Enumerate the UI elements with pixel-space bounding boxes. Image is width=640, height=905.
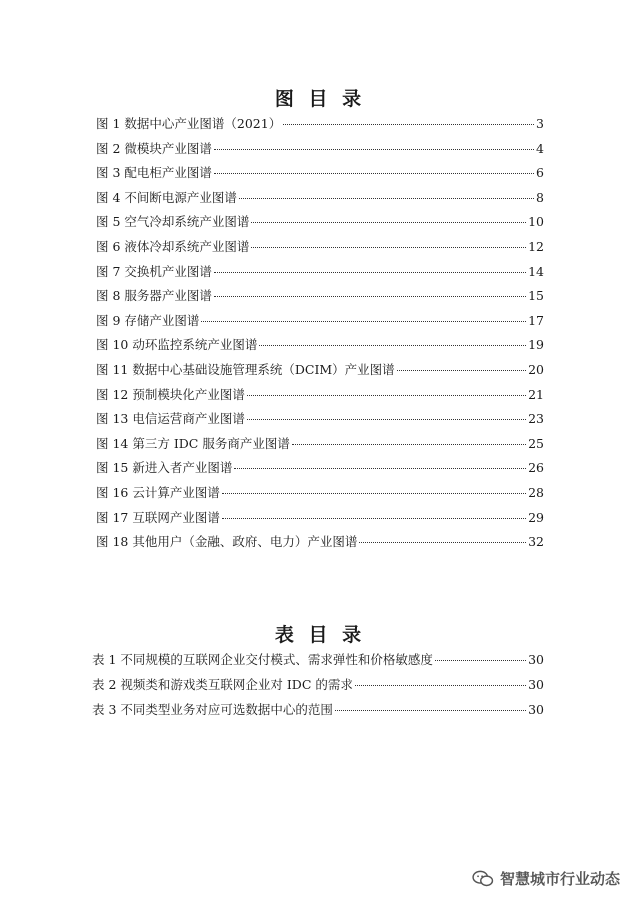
table-entry[interactable] — [92, 700, 544, 725]
dot-leader — [359, 541, 526, 543]
figure-label: 图 7 交换机产业图谱 — [96, 263, 212, 279]
figure-label: 图 17 互联网产业图谱 — [96, 509, 220, 525]
table-label: 表 1 不同规模的互联网企业交付模式、需求弹性和价格敏感度 — [92, 652, 433, 667]
figure-page-number: 12 — [528, 238, 544, 254]
figure-page-number: 32 — [528, 534, 544, 550]
figure-entry[interactable] — [96, 188, 544, 213]
figure-label: 图 2 微模块产业图谱 — [96, 140, 212, 156]
dot-leader — [239, 197, 534, 199]
dot-leader — [222, 517, 526, 519]
figure-entry[interactable] — [96, 114, 544, 139]
table-page-number: 30 — [528, 702, 544, 717]
figure-page-number: 19 — [528, 337, 544, 353]
figure-label: 图 18 其他用户（金融、政府、电力）产业图谱 — [96, 534, 358, 550]
dot-leader — [201, 320, 526, 322]
figure-entry[interactable] — [96, 483, 544, 508]
figure-page-number: 23 — [528, 411, 544, 427]
figure-page-number: 15 — [528, 288, 544, 304]
dot-leader — [214, 271, 526, 273]
dot-leader — [435, 659, 526, 661]
dot-leader — [251, 221, 526, 223]
figure-page-number: 8 — [536, 189, 544, 205]
dot-leader — [247, 394, 526, 396]
dot-leader — [222, 492, 526, 494]
figure-label: 图 3 配电柜产业图谱 — [96, 165, 212, 181]
dot-leader — [251, 246, 526, 248]
figure-list — [96, 114, 544, 557]
figure-page-number: 4 — [536, 140, 544, 156]
figure-label: 图 11 数据中心基础设施管理系统（DCIM）产业图谱 — [96, 361, 395, 377]
figure-label: 图 10 动环监控系统产业图谱 — [96, 337, 258, 353]
figure-page-number: 3 — [536, 116, 544, 131]
dot-leader — [259, 344, 526, 346]
wechat-icon — [472, 870, 494, 888]
figure-page-number: 26 — [528, 460, 544, 476]
figure-page-number: 14 — [528, 263, 544, 279]
figure-entry[interactable] — [96, 262, 544, 287]
dot-leader — [292, 443, 526, 445]
figure-page-number: 6 — [536, 165, 544, 181]
dot-leader — [214, 148, 534, 150]
table-label: 表 3 不同类型业务对应可选数据中心的范围 — [92, 702, 333, 717]
figure-label: 图 6 液体冷却系统产业图谱 — [96, 238, 250, 254]
figure-entry[interactable] — [96, 458, 544, 483]
dot-leader — [214, 295, 526, 297]
dot-leader — [283, 123, 534, 125]
figure-entry[interactable] — [96, 434, 544, 459]
dot-leader — [397, 369, 526, 371]
figure-entry[interactable] — [96, 532, 544, 557]
figure-page-number: 21 — [528, 386, 544, 402]
table-page-number: 30 — [528, 677, 544, 692]
dot-leader — [355, 684, 526, 686]
table-label: 表 2 视频类和游戏类互联网企业对 IDC 的需求 — [92, 677, 353, 692]
figure-label: 图 15 新进入者产业图谱 — [96, 460, 233, 476]
dot-leader — [214, 172, 534, 174]
figure-page-number: 29 — [528, 509, 544, 525]
figure-entry[interactable] — [96, 508, 544, 533]
figure-label: 图 4 不间断电源产业图谱 — [96, 189, 237, 205]
figure-entry[interactable] — [96, 163, 544, 188]
dot-leader — [247, 418, 526, 420]
figure-page-number: 20 — [528, 361, 544, 377]
figure-entry[interactable] — [96, 385, 544, 410]
figure-label: 图 5 空气冷却系统产业图谱 — [96, 214, 250, 230]
figure-label: 图 9 存储产业图谱 — [96, 312, 200, 328]
figure-label: 图 12 预制模块化产业图谱 — [96, 386, 245, 402]
figures-title: 图 目 录 — [274, 88, 366, 110]
figure-label: 图 14 第三方 IDC 服务商产业图谱 — [96, 435, 290, 451]
figure-page-number: 28 — [528, 484, 544, 500]
figure-page-number: 10 — [528, 214, 544, 230]
figure-label: 图 13 电信运营商产业图谱 — [96, 411, 245, 427]
watermark — [472, 868, 620, 889]
figure-label: 图 16 云计算产业图谱 — [96, 484, 220, 500]
dot-leader — [335, 709, 526, 711]
table-list — [92, 650, 544, 725]
figure-entry[interactable] — [96, 311, 544, 336]
figure-page-number: 25 — [528, 435, 544, 451]
figure-entry[interactable] — [96, 409, 544, 434]
figure-entry[interactable] — [96, 212, 544, 237]
tables-title: 表 目 录 — [274, 624, 366, 646]
figure-label: 图 8 服务器产业图谱 — [96, 288, 212, 304]
figure-entry[interactable] — [96, 237, 544, 262]
figure-label: 图 1 数据中心产业图谱（2021） — [96, 116, 282, 131]
figure-entry[interactable] — [96, 139, 544, 164]
table-entry[interactable] — [92, 675, 544, 700]
figure-page-number: 17 — [528, 312, 544, 328]
table-page-number: 30 — [528, 652, 544, 667]
figure-entry[interactable] — [96, 335, 544, 360]
figure-entry[interactable] — [96, 360, 544, 385]
figure-entry[interactable] — [96, 286, 544, 311]
watermark-text: 智慧城市行业动态 — [499, 870, 620, 888]
dot-leader — [234, 467, 526, 469]
table-entry[interactable] — [92, 650, 544, 675]
